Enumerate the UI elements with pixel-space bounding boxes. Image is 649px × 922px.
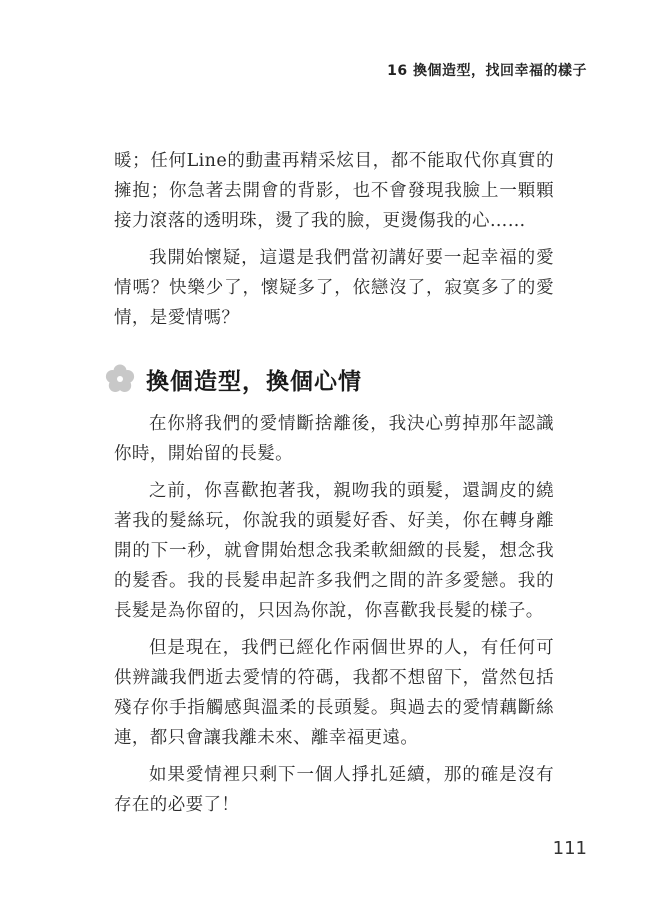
- paragraph: 在你將我們的愛情斷捨離後，我決心剪掉那年認識你時，開始留的長髮。: [114, 414, 554, 464]
- section-title: 換個造型，換個心情: [146, 368, 362, 395]
- running-head: 16 換個造型，找回幸福的樣子: [387, 63, 587, 79]
- section-heading: [104, 359, 554, 399]
- paragraph: 之前，你喜歡抱著我，親吻我的頭髮，還調皮的繞著我的髮絲玩，你說我的頭髮好香、好美，你在轉身離開的下一秒，就會開始想念我柔軟細緻的長髮，想念我的髮香。我的長髮串起許多我們之間的許多愛戀。我的長髮是為你留的，只因為你說，你喜歡我長髮的樣子。: [114, 481, 554, 621]
- paragraph: 如果愛情裡只剩下一個人掙扎延續，那的確是沒有存在的必要了！: [114, 765, 554, 815]
- page-number: 111: [552, 838, 587, 859]
- page-body: [114, 146, 554, 827]
- paragraph: 但是現在，我們已經化作兩個世界的人，有任何可供辨識我們逝去愛情的符碼，我都不想留下，當然包括殘存你手指觸感與溫柔的長頭髮。與過去的愛情藕斷絲連，都只會讓我離未來、離幸福更遠。: [114, 638, 554, 748]
- paragraph-continued: 暖；任何Line的動畫再精采炫目，都不能取代你真實的擁抱；你急著去開會的背影，也不會發現我臉上一顆顆接力滾落的透明珠，燙了我的臉，更燙傷我的心……: [114, 151, 554, 231]
- flower-icon: [104, 363, 136, 395]
- paragraph: 我開始懷疑，這還是我們當初講好要一起幸福的愛情嗎？快樂少了，懷疑多了，依戀沒了，寂寞多了的愛情，是愛情嗎？: [114, 248, 554, 328]
